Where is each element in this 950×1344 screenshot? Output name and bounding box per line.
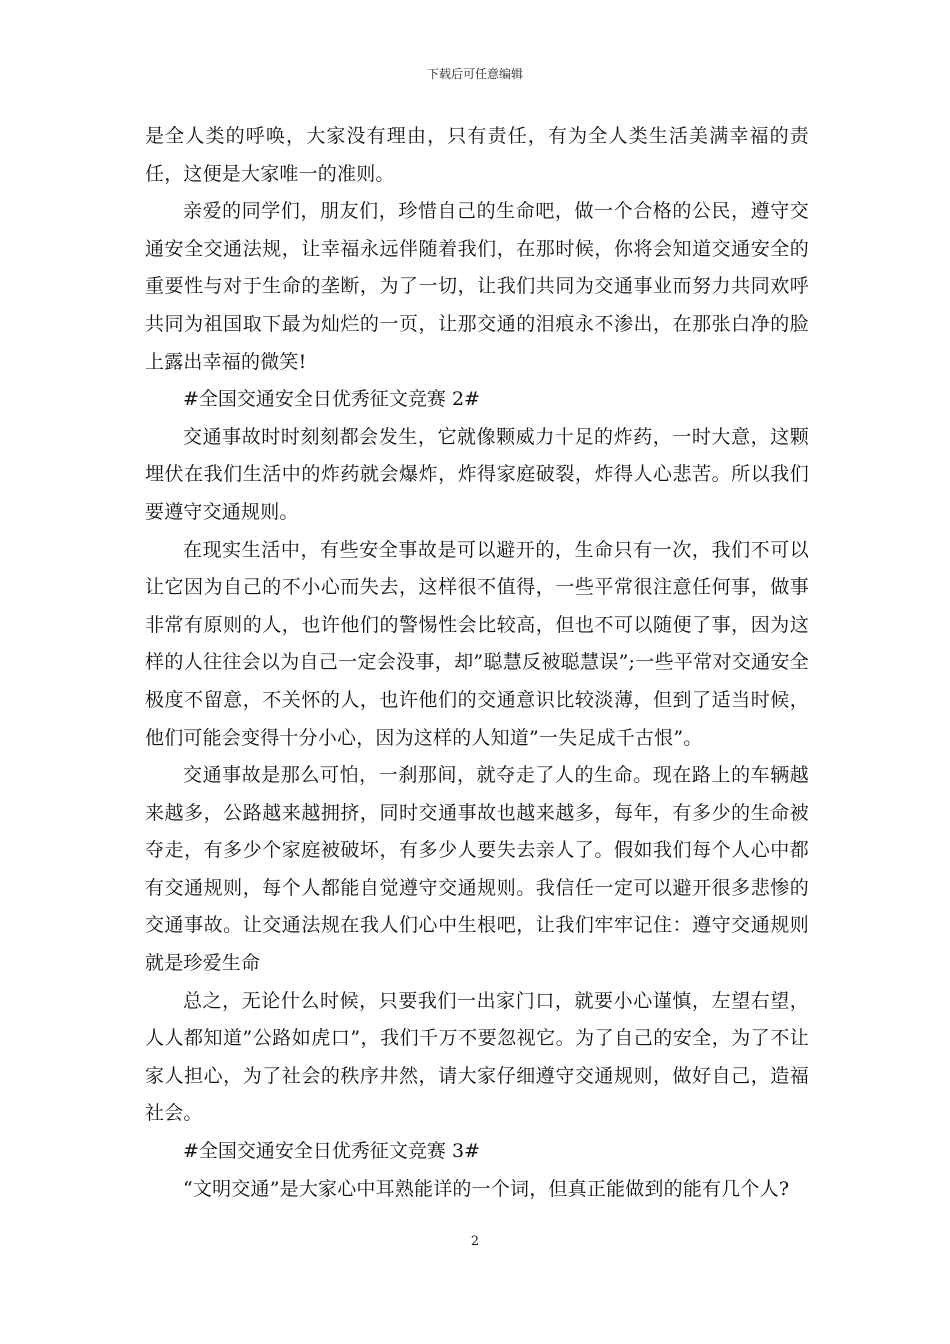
section-title: #全国交通安全日优秀征文竞赛 3#	[183, 1140, 480, 1163]
paragraph: 在现实生活中，有些安全事故是可以避开的，生命只有一次，我们不可以让它因为自己的不小心而失去，这样很不值得，一些平常很注意任何事，做事非常有原则的人，也许他们的警惕性会比较高，但也不可以随便了事，因为这样的人往往会以为自己一定会没事，却”聪慧反被聪慧误”;一些平常对交通安全极度不留意，不关怀的人，也许他们的交通意识比较淡薄，但到了适当时候，他们可能会变得十分小心，因为这样的人知道”一失足成千古恨”。	[145, 538, 809, 749]
paragraph: 交通事故是那么可怕，一刹那间，就夺走了人的生命。现在路上的车辆越来越多，公路越来越拥挤，同时交通事故也越来越多，每年，有多少的生命被夺走，有多少个家庭被破坏，有多少人要失去亲人了。假如我们每个人心中都有交通规则，每个人都能自觉遵守交通规则。我信任一定可以避开很多悲惨的交通事故。让交通法规在我人们心中生根吧，让我们牢牢记住：遵守交通规则就是珍爱生命	[145, 764, 809, 975]
paragraph: 交通事故时时刻刻都会发生，它就像颗威力十足的炸药，一时大意，这颗埋伏在我们生活中的炸药就会爆炸，炸得家庭破裂，炸得人心悲苦。所以我们要遵守交通规则。	[145, 425, 809, 523]
section-title: #全国交通安全日优秀征文竞赛 2#	[183, 388, 480, 411]
paragraph: 是全人类的呼唤，大家没有理由，只有责任，有为全人类生活美满幸福的责任，这便是大家唯一的准则。	[145, 125, 809, 185]
page-number: 2	[470, 1234, 480, 1249]
page-header: 下载后可任意编辑	[426, 67, 523, 81]
document-body	[145, 118, 809, 1208]
paragraph: 亲爱的同学们，朋友们，珍惜自己的生命吧，做一个合格的公民，遵守交通安全交通法规，让幸福永远伴随着我们，在那时候，你将会知道交通安全的重要性与对于生命的垄断，为了一切，让我们共同为交通事业而努力共同欢呼共同为祖国取下最为灿烂的一页，让那交通的泪痕永不渗出，在那张白净的脸上露出幸福的微笑!	[145, 200, 809, 373]
paragraph: “文明交通”是大家心中耳熟能详的一个词，但真正能做到的能有几个人?	[183, 1177, 790, 1200]
paragraph: 总之，无论什么时候，只要我们一出家门口，就要小心谨慎，左望右望，人人都知道”公路如虎口”，我们千万不要忽视它。为了自己的安全，为了不让家人担心，为了社会的秩序井然，请大家仔细遵守交通规则，做好自己，造福社会。	[145, 989, 809, 1125]
